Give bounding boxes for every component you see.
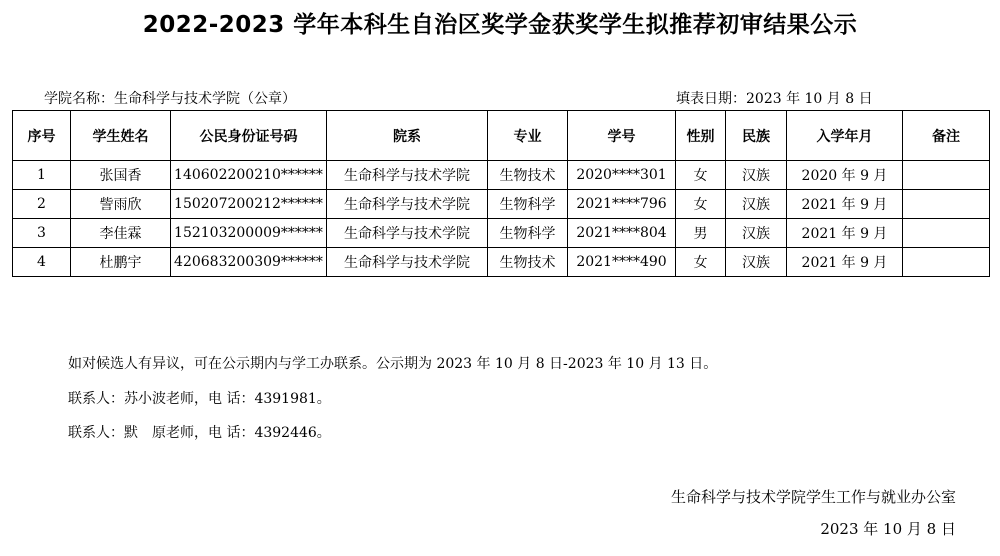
header-ethnicity: 民族	[726, 111, 787, 161]
cell-department: 生命科学与技术学院	[327, 219, 488, 248]
fill-date-line: 填表日期：2023 年 10 月 8 日	[676, 91, 873, 107]
cell-department: 生命科学与技术学院	[327, 161, 488, 190]
cell-enroll-date: 2020 年 9 月	[787, 161, 903, 190]
college-name-line: 学院名称：生命科学与技术学院（公章）	[44, 91, 296, 107]
header-department: 院系	[327, 111, 488, 161]
cell-major: 生物技术	[488, 161, 568, 190]
cell-remark	[903, 248, 990, 277]
cell-student-id: 2021****490	[568, 248, 676, 277]
table-row	[13, 190, 990, 219]
cell-ethnicity: 汉族	[726, 161, 787, 190]
table-row	[13, 161, 990, 190]
cell-id-number: 420683200309******	[171, 248, 327, 277]
header-id-number: 公民身份证号码	[171, 111, 327, 161]
objection-notice: 如对候选人有异议，可在公示期内与学工办联系。公示期为 2023 年 10 月 8 日-2023 年 10 月 13 日。	[68, 356, 718, 372]
cell-department: 生命科学与技术学院	[327, 248, 488, 277]
header-student-id: 学号	[568, 111, 676, 161]
header-remark: 备注	[903, 111, 990, 161]
document-title: 2022-2023 学年本科生自治区奖学金获奖学生拟推荐初审结果公示	[142, 12, 858, 38]
cell-name: 訾雨欣	[71, 190, 171, 219]
header-seq: 序号	[13, 111, 71, 161]
header-enroll-date: 入学年月	[787, 111, 903, 161]
header-name: 学生姓名	[71, 111, 171, 161]
cell-major: 生物科学	[488, 190, 568, 219]
cell-ethnicity: 汉族	[726, 219, 787, 248]
cell-department: 生命科学与技术学院	[327, 190, 488, 219]
cell-ethnicity: 汉族	[726, 190, 787, 219]
issue-date: 2023 年 10 月 8 日	[820, 520, 956, 538]
cell-enroll-date: 2021 年 9 月	[787, 190, 903, 219]
header-major: 专业	[488, 111, 568, 161]
cell-remark	[903, 161, 990, 190]
cell-seq: 3	[13, 219, 71, 248]
cell-gender: 女	[676, 190, 726, 219]
cell-major: 生物技术	[488, 248, 568, 277]
table-header-row	[13, 111, 990, 161]
cell-name: 张国香	[71, 161, 171, 190]
table-row	[13, 219, 990, 248]
cell-seq: 4	[13, 248, 71, 277]
issuing-office: 生命科学与技术学院学生工作与就业办公室	[670, 488, 956, 506]
cell-student-id: 2021****804	[568, 219, 676, 248]
cell-id-number: 150207200212******	[171, 190, 327, 219]
cell-major: 生物科学	[488, 219, 568, 248]
table-row	[13, 248, 990, 277]
contact-line-2: 联系人：默 原老师，电 话：4392446。	[68, 425, 331, 441]
cell-name: 李佳霖	[71, 219, 171, 248]
cell-gender: 男	[676, 219, 726, 248]
cell-seq: 2	[13, 190, 71, 219]
cell-name: 杜鹏宇	[71, 248, 171, 277]
cell-enroll-date: 2021 年 9 月	[787, 248, 903, 277]
cell-seq: 1	[13, 161, 71, 190]
cell-id-number: 140602200210******	[171, 161, 327, 190]
header-gender: 性别	[676, 111, 726, 161]
cell-student-id: 2021****796	[568, 190, 676, 219]
cell-student-id: 2020****301	[568, 161, 676, 190]
cell-id-number: 152103200009******	[171, 219, 327, 248]
cell-enroll-date: 2021 年 9 月	[787, 219, 903, 248]
cell-remark	[903, 219, 990, 248]
result-table	[12, 110, 990, 277]
cell-gender: 女	[676, 248, 726, 277]
cell-gender: 女	[676, 161, 726, 190]
cell-ethnicity: 汉族	[726, 248, 787, 277]
contact-line-1: 联系人：苏小波老师，电 话：4391981。	[68, 391, 331, 407]
cell-remark	[903, 190, 990, 219]
